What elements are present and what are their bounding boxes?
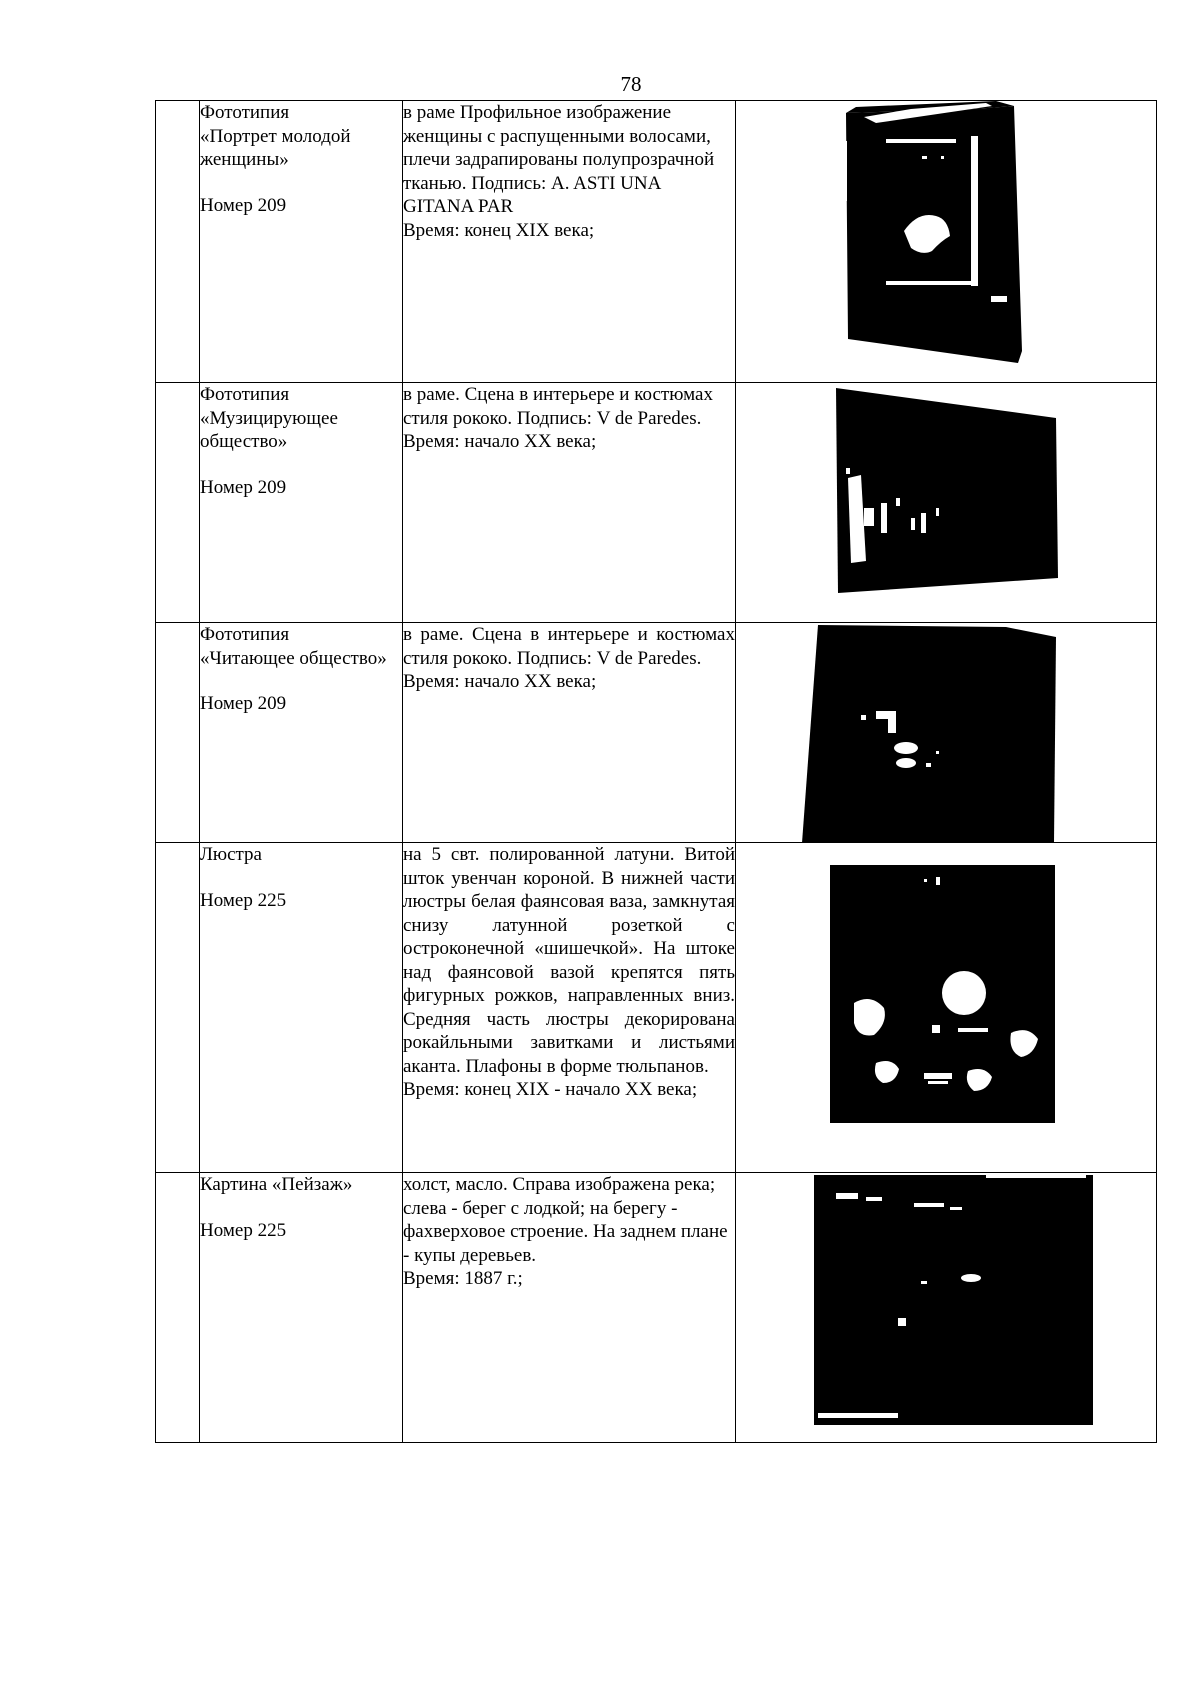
item-time: Время: начало XX века; [403, 671, 597, 692]
item-title: «Музицирующее общество» [200, 407, 338, 452]
table-row [156, 383, 1157, 623]
item-name-cell [200, 623, 403, 843]
item-number: Номер 225 [200, 889, 287, 911]
item-type: Фототипия [200, 384, 290, 405]
item-title: Люстра [200, 844, 262, 865]
row-index-cell [156, 1173, 200, 1443]
row-index-cell [156, 383, 200, 623]
item-photo [736, 383, 1157, 623]
museum-register-table [155, 100, 1157, 1443]
table-row [156, 101, 1157, 383]
item-number: Номер 209 [200, 194, 287, 216]
item-name-cell [200, 843, 403, 1173]
item-description: в раме. Сцена в интерьере и костюмах стиля рококо. Подпись: V de Paredes. [403, 384, 713, 429]
item-photo-cell [736, 843, 1157, 1173]
item-description-cell [403, 623, 736, 843]
table-row [156, 1173, 1157, 1443]
item-time: Время: конец XIX века; [403, 219, 595, 241]
item-photo [736, 101, 1157, 383]
item-name-cell [200, 383, 403, 623]
table-row [156, 623, 1157, 843]
item-description-cell [403, 383, 736, 623]
item-number: Номер 225 [200, 1219, 287, 1241]
item-time: Время: начало XX века; [403, 431, 597, 452]
item-description: в раме. Сцена в интерьере и костюмах стиля рококо. Подпись: V de Paredes. [403, 624, 735, 669]
item-photo-cell [736, 623, 1157, 843]
item-title: Картина «Пейзаж» [200, 1174, 353, 1195]
row-index-cell [156, 101, 200, 383]
item-number: Номер 209 [200, 476, 287, 498]
row-index-cell [156, 623, 200, 843]
row-index-cell [156, 843, 200, 1173]
item-description-cell [403, 843, 736, 1173]
item-photo-cell [736, 1173, 1157, 1443]
item-name-cell [200, 1173, 403, 1443]
item-photo [736, 843, 1157, 1173]
item-title: «Читающее общество» [200, 647, 387, 669]
item-photo-cell [736, 383, 1157, 623]
item-photo [736, 1173, 1157, 1443]
item-description: в раме Профильное изображение женщины с распущенными волосами, плечи задрапированы полупрозрачной тканью. Подпись: A. ASTI UNA GITANA PAR [403, 102, 715, 217]
item-description: холст, масло. Справа изображена река; слева - берег с лодкой; на берегу - фахверховое строение. На заднем плане - купы деревьев. [403, 1174, 728, 1266]
item-description-cell [403, 101, 736, 383]
item-type: Фототипия [200, 624, 290, 645]
item-name-cell [200, 101, 403, 383]
item-time: Время: конец XIX - начало XX века; [403, 1079, 698, 1100]
page-number: 78 [620, 72, 642, 96]
item-photo-cell [736, 101, 1157, 383]
item-time: Время: 1887 г.; [403, 1268, 523, 1289]
table-row [156, 843, 1157, 1173]
item-title: «Портрет молодой женщины» [200, 125, 351, 170]
item-description-cell [403, 1173, 736, 1443]
item-description: на 5 свт. полированной латуни. Витой шток увенчан короной. В нижней части люстры белая фаянсовая ваза, замкнутая снизу латунной розеткой с остроконечной «шишечкой». На штоке над фаянсовой вазой крепятся пять фигурных рожков, направленных вниз. Средняя часть люстры декорирована рокайльными завитками и листьями аканта. Плафоны в форме тюльпанов. [403, 844, 735, 1077]
item-number: Номер 209 [200, 693, 287, 714]
item-photo [736, 623, 1157, 843]
item-type: Фототипия [200, 102, 290, 123]
